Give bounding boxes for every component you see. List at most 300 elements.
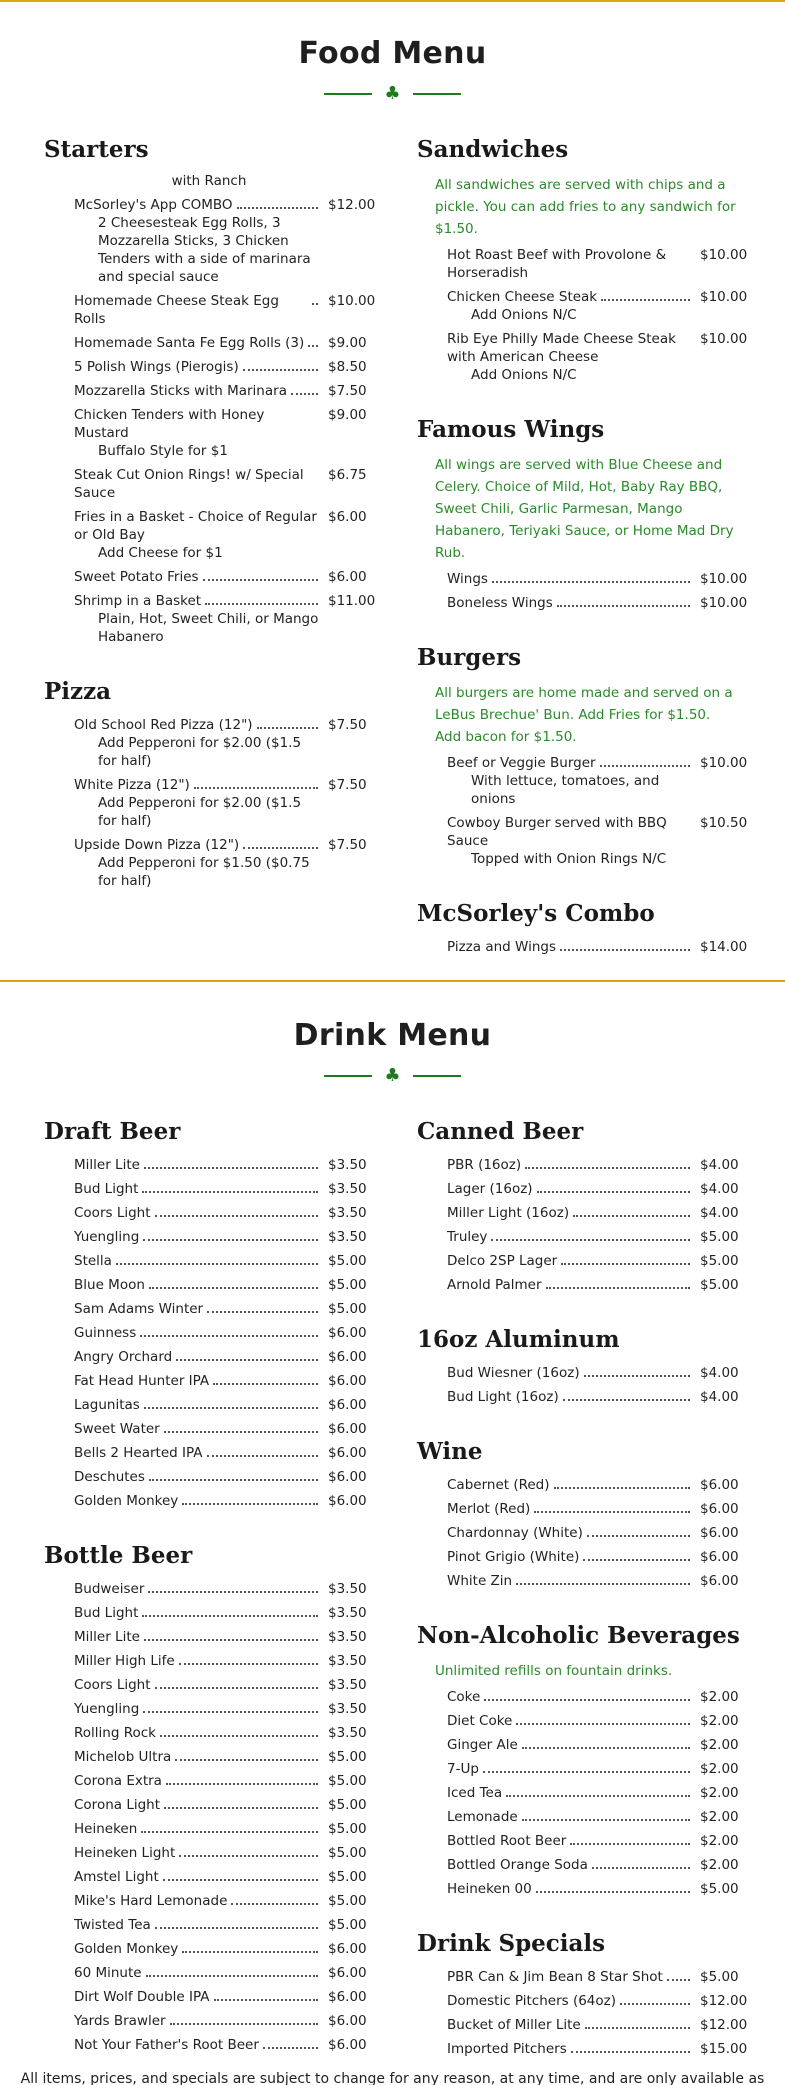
category-burgers <box>417 644 757 868</box>
item-price: $12.00 <box>700 2017 748 2033</box>
dot-leader <box>570 1843 690 1845</box>
menu-item <box>417 570 757 588</box>
menu-item <box>44 1988 417 2006</box>
item-price: $6.00 <box>328 1397 367 1413</box>
dot-leader <box>592 1867 690 1869</box>
dot-leader <box>492 581 690 583</box>
item-price: $8.50 <box>328 359 367 375</box>
category-sandwiches <box>417 136 757 384</box>
menu-item <box>417 1228 757 1246</box>
menu-item <box>44 716 417 770</box>
category-note: All burgers are home made and served on a LeBus Brechue' Bun. Add Fries for $1.50. Add bacon for $1.50. <box>435 685 733 745</box>
menu-item <box>44 1348 417 1366</box>
item-price: $5.00 <box>328 1845 367 1861</box>
category-note: with Ranch <box>171 173 247 189</box>
item-description: Topped with Onion Rings N/C <box>471 851 667 867</box>
dot-leader <box>213 1383 318 1385</box>
menu-item <box>44 1652 417 1670</box>
category-title: Drink Specials <box>417 1930 606 1957</box>
item-name: Lemonade <box>447 1809 518 1825</box>
item-price: $6.00 <box>328 1965 367 1981</box>
category-title: Sandwiches <box>417 136 569 163</box>
drink-left-column <box>44 1118 417 2085</box>
dot-leader <box>522 1747 690 1749</box>
item-name: Rolling Rock <box>74 1725 156 1741</box>
item-name: Golden Monkey <box>74 1941 179 1957</box>
item-name: Corona Extra <box>74 1773 162 1789</box>
dot-leader <box>534 1511 690 1513</box>
item-name: Miller Lite <box>74 1157 140 1173</box>
item-name: Miller High Life <box>74 1653 175 1669</box>
dot-leader <box>175 1759 318 1761</box>
menu-item <box>417 1500 757 1518</box>
menu-item <box>44 1180 417 1198</box>
dot-leader <box>182 1951 318 1953</box>
menu-item <box>44 334 417 352</box>
menu-item <box>417 1388 757 1406</box>
category-canned-beer <box>417 1118 757 1294</box>
menu-item <box>417 1364 757 1382</box>
dot-leader <box>587 1535 690 1537</box>
menu-item <box>44 1820 417 1838</box>
dot-leader <box>141 1831 318 1833</box>
menu-item <box>417 1856 757 1874</box>
dot-leader <box>116 1263 318 1265</box>
dot-leader <box>525 1167 690 1169</box>
dot-leader <box>243 847 318 849</box>
item-price: $6.00 <box>328 1941 367 1957</box>
menu-item <box>44 1228 417 1246</box>
category-title: Wine <box>417 1438 483 1465</box>
menu-item <box>44 1580 417 1598</box>
item-price: $6.00 <box>700 1525 739 1541</box>
category-drink-specials <box>417 1930 757 2058</box>
dot-leader <box>308 345 318 347</box>
item-name: Yuengling <box>74 1701 140 1717</box>
menu-item <box>44 1444 417 1462</box>
menu-item <box>417 1760 757 1778</box>
category-title: Pizza <box>44 678 112 705</box>
item-price: $6.00 <box>700 1549 739 1565</box>
item-price: $10.00 <box>700 247 748 263</box>
item-name: Mike's Hard Lemonade <box>74 1893 228 1909</box>
item-name: Merlot (Red) <box>447 1501 531 1517</box>
category-note: All sandwiches are served with chips and a pickle. You can add fries to any sandwich for $1.50. <box>435 177 736 237</box>
dot-leader <box>155 1687 318 1689</box>
dot-leader <box>506 1795 690 1797</box>
item-name: Amstel Light <box>74 1869 159 1885</box>
category-title: Bottle Beer <box>44 1542 193 1569</box>
item-price: $6.75 <box>328 467 367 483</box>
item-name: Bucket of Miller Lite <box>447 2017 581 2033</box>
item-name: Chicken Tenders with Honey Mustard <box>74 407 265 441</box>
item-name: Rib Eye Philly Made Cheese Steak with American Cheese <box>447 331 676 365</box>
menu-item <box>44 1892 417 1910</box>
item-price: $2.00 <box>700 1689 739 1705</box>
item-name: Miller Lite <box>74 1629 140 1645</box>
menu-item <box>44 1964 417 1982</box>
dot-leader <box>160 1735 318 1737</box>
food-menu-title: Food Menu <box>298 36 487 71</box>
menu-item <box>44 1916 417 1934</box>
item-price: $3.50 <box>328 1181 367 1197</box>
shamrock-icon: ♣ <box>384 1065 401 1086</box>
item-price: $10.00 <box>700 331 748 347</box>
menu-item <box>44 1252 417 1270</box>
dot-leader <box>601 299 690 301</box>
item-price: $3.50 <box>328 1701 367 1717</box>
item-price: $3.50 <box>328 1653 367 1669</box>
item-price: $2.00 <box>700 1737 739 1753</box>
item-price: $10.00 <box>700 289 748 305</box>
item-price: $7.50 <box>328 777 367 793</box>
item-name: Bud Light (16oz) <box>447 1389 559 1405</box>
menu-item <box>44 1772 417 1790</box>
dot-leader <box>142 1191 318 1193</box>
category-non-alcoholic-beverages <box>417 1622 757 1898</box>
item-name: Twisted Tea <box>74 1917 151 1933</box>
item-name: Cabernet (Red) <box>447 1477 550 1493</box>
dot-leader <box>203 579 318 581</box>
menu-item <box>44 1796 417 1814</box>
dot-leader <box>237 207 318 209</box>
menu-item <box>44 1748 417 1766</box>
item-price: $9.00 <box>328 407 367 423</box>
item-price: $2.00 <box>700 1809 739 1825</box>
item-name: Sam Adams Winter <box>74 1301 204 1317</box>
food-menu-section <box>0 2 785 980</box>
item-name: Lager (16oz) <box>447 1181 533 1197</box>
drink-right-column <box>417 1118 757 2085</box>
item-name: Steak Cut Onion Rings! w/ Special Sauce <box>74 467 304 501</box>
menu-item <box>44 1468 417 1486</box>
item-name: Heineken Light <box>74 1845 176 1861</box>
item-name: Stella <box>74 1253 112 1269</box>
item-description: 2 Cheesesteak Egg Rolls, 3 Mozzarella Sticks, 3 Chicken Tenders with a side of marinara and special sauce <box>98 215 311 285</box>
item-name: Diet Coke <box>447 1713 513 1729</box>
item-description: With lettuce, tomatoes, and onions <box>471 773 660 807</box>
item-description: Add Onions N/C <box>471 367 577 383</box>
dot-leader <box>207 1311 318 1313</box>
item-price: $5.00 <box>328 1773 367 1789</box>
menu-item <box>417 1252 757 1270</box>
item-price: $5.00 <box>328 1821 367 1837</box>
menu-item <box>44 508 417 562</box>
menu-item <box>417 594 757 612</box>
item-name: Upside Down Pizza (12") <box>74 837 240 853</box>
menu-item <box>44 776 417 830</box>
item-price: $6.00 <box>328 1493 367 1509</box>
item-price: $6.00 <box>328 2013 367 2029</box>
category-draft-beer <box>44 1118 417 1510</box>
item-price: $10.00 <box>700 595 748 611</box>
dot-leader <box>143 1239 318 1241</box>
item-price: $6.00 <box>328 569 367 585</box>
item-price: $11.00 <box>328 593 376 609</box>
menu-item <box>44 1492 417 1510</box>
item-price: $2.00 <box>700 1713 739 1729</box>
item-price: $6.00 <box>328 1325 367 1341</box>
menu-item <box>44 568 417 586</box>
item-price: $7.50 <box>328 383 367 399</box>
item-price: $10.00 <box>700 755 748 771</box>
menu-item <box>417 814 757 868</box>
item-price: $5.00 <box>700 1277 739 1293</box>
item-name: Sweet Water <box>74 1421 160 1437</box>
drink-columns <box>0 1118 785 2085</box>
dot-leader <box>170 2023 318 2025</box>
menu-item <box>44 1276 417 1294</box>
menu-item <box>417 754 757 808</box>
item-name: Coors Light <box>74 1677 151 1693</box>
menu-item <box>44 292 417 328</box>
dot-leader <box>584 1375 690 1377</box>
item-name: Chicken Cheese Steak <box>447 289 598 305</box>
item-price: $5.00 <box>328 1917 367 1933</box>
item-description: Add Cheese for $1 <box>98 545 223 561</box>
category-title: McSorley's Combo <box>417 900 655 927</box>
item-price: $5.00 <box>328 1749 367 1765</box>
dot-leader <box>571 2051 690 2053</box>
dot-leader <box>166 1783 318 1785</box>
item-price: $12.00 <box>328 197 376 213</box>
drink-divider <box>0 1064 785 1088</box>
dot-leader <box>144 1167 318 1169</box>
menu-item <box>417 1204 757 1222</box>
item-name: Heineken 00 <box>447 1881 532 1897</box>
dot-leader <box>243 369 318 371</box>
item-name: 60 Minute <box>74 1965 142 1981</box>
footer-disclaimer: All items, prices, and specials are subject to change for any reason, at any time, and are only available as <box>20 2071 765 2085</box>
dot-leader <box>561 1263 690 1265</box>
item-name: Cowboy Burger served with BBQ Sauce <box>447 815 667 849</box>
dot-leader <box>546 1287 690 1289</box>
menu-item <box>44 2036 417 2054</box>
item-name: Homemade Santa Fe Egg Rolls (3) <box>74 335 305 351</box>
item-price: $6.00 <box>700 1477 739 1493</box>
item-price: $6.00 <box>328 1989 367 2005</box>
item-name: Budweiser <box>74 1581 145 1597</box>
category-wine <box>417 1438 757 1590</box>
item-name: Golden Monkey <box>74 1493 179 1509</box>
menu-item <box>417 2040 757 2058</box>
item-price: $6.00 <box>328 1445 367 1461</box>
dot-leader <box>144 1639 318 1641</box>
item-name: PBR (16oz) <box>447 1157 522 1173</box>
item-name: Coors Light <box>74 1205 151 1221</box>
menu-item <box>44 1724 417 1742</box>
dot-leader <box>205 603 318 605</box>
menu-item <box>44 1204 417 1222</box>
shamrock-icon: ♣ <box>384 83 401 104</box>
dot-leader <box>557 605 690 607</box>
item-name: White Zin <box>447 1573 513 1589</box>
menu-item <box>44 1628 417 1646</box>
menu-item <box>44 1372 417 1390</box>
item-name: Corona Light <box>74 1797 161 1813</box>
menu-item <box>44 1324 417 1342</box>
item-name: Bud Light <box>74 1181 139 1197</box>
category-title: Canned Beer <box>417 1118 584 1145</box>
item-name: Bud Light <box>74 1605 139 1621</box>
item-price: $2.00 <box>700 1761 739 1777</box>
category-note: Unlimited refills on fountain drinks. <box>435 1663 673 1679</box>
item-description: Buffalo Style for $1 <box>98 443 228 459</box>
item-price: $3.50 <box>328 1229 367 1245</box>
item-name: 5 Polish Wings (Pierogis) <box>74 359 239 375</box>
menu-item <box>44 1868 417 1886</box>
item-price: $7.50 <box>328 837 367 853</box>
item-name: Yards Brawler <box>74 2013 166 2029</box>
dot-leader <box>148 1591 318 1593</box>
item-name: Bottled Root Beer <box>447 1833 567 1849</box>
item-name: Lagunitas <box>74 1397 140 1413</box>
item-price: $3.50 <box>328 1725 367 1741</box>
item-price: $4.00 <box>700 1157 739 1173</box>
menu-item <box>44 358 417 376</box>
dot-leader <box>312 303 318 305</box>
item-price: $4.00 <box>700 1365 739 1381</box>
item-price: $4.00 <box>700 1181 739 1197</box>
item-name: Guinness <box>74 1325 137 1341</box>
drink-menu-section <box>0 982 785 2085</box>
category-title: Burgers <box>417 644 522 671</box>
item-name: Miller Light (16oz) <box>447 1205 570 1221</box>
item-name: Blue Moon <box>74 1277 145 1293</box>
item-name: Ginger Ale <box>447 1737 518 1753</box>
item-name: Boneless Wings <box>447 595 553 611</box>
dot-leader <box>291 393 318 395</box>
dot-leader <box>194 787 318 789</box>
item-name: Fat Head Hunter IPA <box>74 1373 210 1389</box>
menu-item <box>44 1156 417 1174</box>
dot-leader <box>585 2027 690 2029</box>
menu-item <box>417 1524 757 1542</box>
menu-item <box>417 1180 757 1198</box>
item-description: Add Pepperoni for $1.50 ($0.75 for half) <box>98 855 310 889</box>
menu-item <box>44 2012 417 2030</box>
menu-item <box>44 382 417 400</box>
item-price: $2.00 <box>700 1857 739 1873</box>
menu-item <box>44 1420 417 1438</box>
dot-leader <box>146 1975 318 1977</box>
item-price: $6.00 <box>700 1501 739 1517</box>
item-price: $12.00 <box>700 1993 748 2009</box>
menu-item <box>417 246 757 282</box>
item-name: Mozzarella Sticks with Marinara <box>74 383 287 399</box>
menu-item <box>417 1156 757 1174</box>
item-description: Add Pepperoni for $2.00 ($1.5 for half) <box>98 735 302 769</box>
item-price: $5.00 <box>700 1881 739 1897</box>
item-price: $3.50 <box>328 1581 367 1597</box>
item-price: $6.00 <box>328 509 367 525</box>
dot-leader <box>257 727 318 729</box>
category-pizza <box>44 678 417 890</box>
dot-leader <box>483 1771 690 1773</box>
dot-leader <box>144 1407 318 1409</box>
dot-leader <box>149 1287 318 1289</box>
menu-item <box>417 1736 757 1754</box>
menu-item <box>417 1548 757 1566</box>
category-title: Famous Wings <box>417 416 605 443</box>
item-price: $3.50 <box>328 1205 367 1221</box>
menu-item <box>417 2016 757 2034</box>
menu-item <box>417 1968 757 1986</box>
menu-item <box>44 1604 417 1622</box>
item-name: Coke <box>447 1689 481 1705</box>
menu-item <box>417 1688 757 1706</box>
item-price: $15.00 <box>700 2041 748 2057</box>
menu-item <box>417 1992 757 2010</box>
item-name: Chardonnay (White) <box>447 1525 583 1541</box>
dot-leader <box>516 1723 690 1725</box>
dot-leader <box>163 1879 318 1881</box>
item-name: Shrimp in a Basket <box>74 593 202 609</box>
menu-item <box>417 1832 757 1850</box>
item-name: Iced Tea <box>447 1785 503 1801</box>
dot-leader <box>522 1819 690 1821</box>
item-name: White Pizza (12") <box>74 777 190 793</box>
category-famous-wings <box>417 416 757 612</box>
item-description: Add Onions N/C <box>471 307 577 323</box>
item-name: Yuengling <box>74 1229 140 1245</box>
item-name: Delco 2SP Lager <box>447 1253 558 1269</box>
item-price: $2.00 <box>700 1785 739 1801</box>
menu-item <box>417 1572 757 1590</box>
menu-item <box>417 938 757 956</box>
item-name: Pinot Grigio (White) <box>447 1549 580 1565</box>
item-name: Bells 2 Hearted IPA <box>74 1445 203 1461</box>
menu-item <box>44 1396 417 1414</box>
dot-leader <box>142 1615 318 1617</box>
item-name: Angry Orchard <box>74 1349 173 1365</box>
food-columns <box>0 136 785 988</box>
dot-leader <box>667 1979 690 1981</box>
menu-item <box>417 1880 757 1898</box>
item-name: Fries in a Basket - Choice of Regular or Old Bay <box>74 509 317 543</box>
item-price: $5.00 <box>328 1797 367 1813</box>
item-price: $3.50 <box>328 1677 367 1693</box>
dot-leader <box>620 2003 690 2005</box>
item-name: Imported Pitchers <box>447 2041 567 2057</box>
menu-item <box>417 1476 757 1494</box>
dot-leader <box>573 1215 690 1217</box>
item-name: Not Your Father's Root Beer <box>74 2037 259 2053</box>
item-price: $10.00 <box>700 571 748 587</box>
item-price: $5.00 <box>700 1969 739 1985</box>
category-16oz-aluminum <box>417 1326 757 1406</box>
category-bottle-beer <box>44 1542 417 2054</box>
menu-item <box>44 196 417 286</box>
item-price: $6.00 <box>700 1573 739 1589</box>
menu-item <box>44 836 417 890</box>
dot-leader <box>207 1455 318 1457</box>
item-price: $4.00 <box>700 1389 739 1405</box>
item-price: $5.00 <box>700 1253 739 1269</box>
item-price: $6.00 <box>328 1373 367 1389</box>
item-name: Hot Roast Beef with Provolone & Horseradish <box>447 247 667 281</box>
menu-item <box>44 1676 417 1694</box>
menu-item <box>44 1940 417 1958</box>
item-price: $3.50 <box>328 1605 367 1621</box>
dot-leader <box>484 1699 690 1701</box>
dot-leader <box>214 1999 318 2001</box>
item-price: $10.50 <box>700 815 748 831</box>
item-name: Old School Red Pizza (12") <box>74 717 253 733</box>
food-divider <box>0 82 785 106</box>
item-name: Arnold Palmer <box>447 1277 542 1293</box>
food-right-column <box>417 136 757 988</box>
